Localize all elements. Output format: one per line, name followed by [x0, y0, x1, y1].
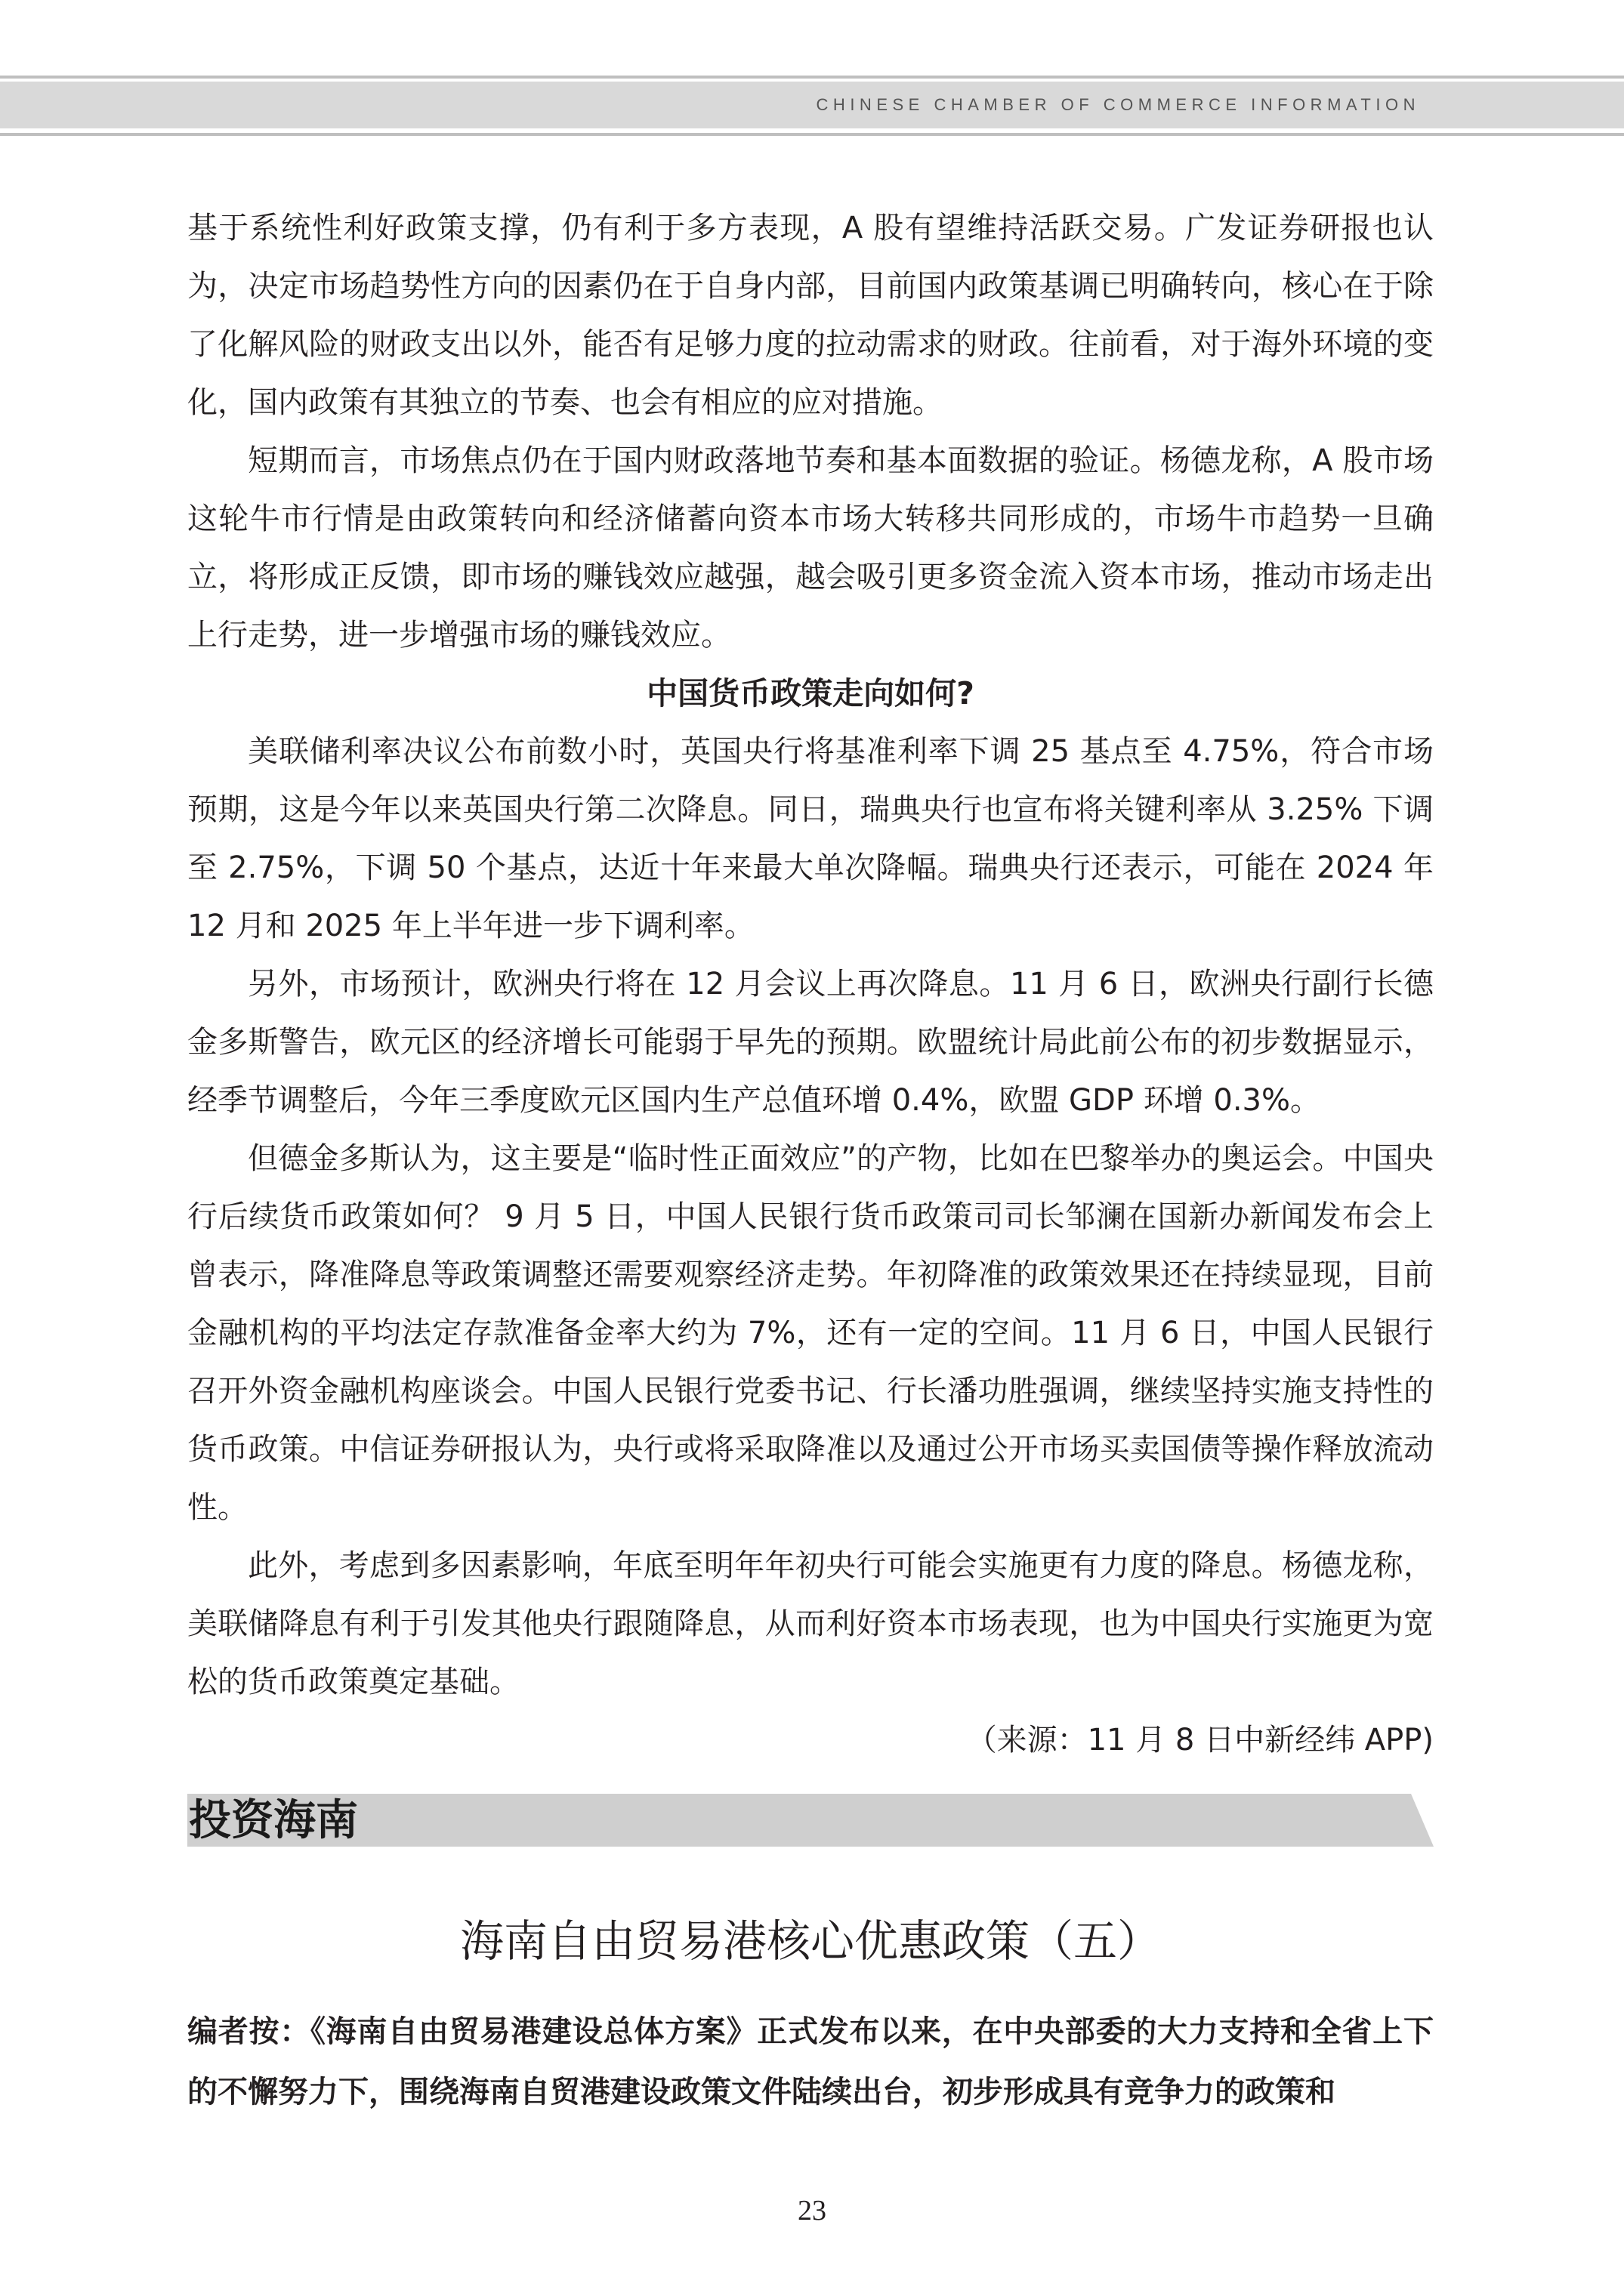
article-body	[187, 199, 1434, 1770]
paragraph: 但德金多斯认为，这主要是“临时性正面效应”的产物，比如在巴黎举办的奥运会。中国央行后续货币政策如何？ 9 月 5 日，中国人民银行货币政策司司长邹澜在国新办新闻发布会上曾表示，降准降息等政策调整还需要观察经济走势。年初降准的政策效果还在持续显现，目前金融机构的平均法定存款准备金率大约为 7%，还有一定的空间。11 月 6 日，中国人民银行召开外资金融机构座谈会。中国人民银行党委书记、行长潘功胜强调，继续坚持实施支持性的货币政策。中信证券研报认为，央行或将采取降准以及通过公开市场买卖国债等操作释放流动性。	[187, 1141, 1434, 1525]
page-number: 23	[798, 2195, 826, 2227]
section-banner	[187, 1794, 1434, 1847]
article-title: 海南自由贸易港核心优惠政策（五）	[459, 1915, 1161, 1967]
paragraph: 基于系统性利好政策支撑，仍有利于多方表现，A 股有望维持活跃交易。广发证券研报也认为，决定市场趋势性方向的因素仍在于自身内部，目前国内政策基调已明确转向，核心在于除了化解风险的财政支出以外，能否有足够力度的拉动需求的财政。往前看，对于海外环境的变化，国内政策有其独立的节奏、也会有相应的应对措施。	[187, 211, 1434, 420]
paragraph: 美联储利率决议公布前数小时，英国央行将基准利率下调 25 基点至 4.75%，符合市场预期，这是今年以来英国央行第二次降息。同日，瑞典央行也宣布将关键利率从 3.25% 下调至 2.75%，下调 50 个基点，达近十年来最大单次降幅。瑞典央行还表示，可能在 2024 年 12 月和 2025 年上半年进一步下调利率。	[187, 734, 1434, 943]
section-title: 投资海南	[189, 1795, 358, 1845]
paragraph: 此外，考虑到多因素影响，年底至明年年初央行可能会实施更有力度的降息。杨德龙称，美联储降息有利于引发其他央行跟随降息，从而利好资本市场表现，也为中国央行实施更为宽松的货币政策奠定基础。	[187, 1548, 1434, 1699]
paragraph: 短期而言，市场焦点仍在于国内财政落地节奏和基本面数据的验证。杨德龙称，A 股市场这轮牛市行情是由政策转向和经济储蓄向资本市场大转移共同形成的，市场牛市趋势一旦确立，将形成正反馈，即市场的赚钱效应越强，越会吸引更多资金流入资本市场，推动市场走出上行走势，进一步增强市场的赚钱效应。	[187, 443, 1434, 653]
editor-note	[187, 2001, 1434, 2122]
section-subheading: 中国货币政策走向如何?	[647, 675, 974, 711]
editor-note-text: 编者按：《海南自由贸易港建设总体方案》正式发布以来，在中央部委的大力支持和全省上下的不懈努力下，围绕海南自贸港建设政策文件陆续出台，初步形成具有竞争力的政策和	[187, 2014, 1434, 2109]
header-bottom-rule	[0, 133, 1624, 136]
header-top-rule	[0, 76, 1624, 79]
source-citation: （来源：11 月 8 日中新经纬 APP)	[966, 1723, 1434, 1758]
running-header: CHINESE CHAMBER OF COMMERCE INFORMATION	[816, 95, 1420, 114]
paragraph: 另外，市场预计，欧洲央行将在 12 月会议上再次降息。11 月 6 日，欧洲央行副行长德金多斯警告，欧元区的经济增长可能弱于早先的预期。欧盟统计局此前公布的初步数据显示，经季节调整后，今年三季度欧元区国内生产总值环增 0.4%，欧盟 GDP 环增 0.3%。	[187, 967, 1434, 1118]
